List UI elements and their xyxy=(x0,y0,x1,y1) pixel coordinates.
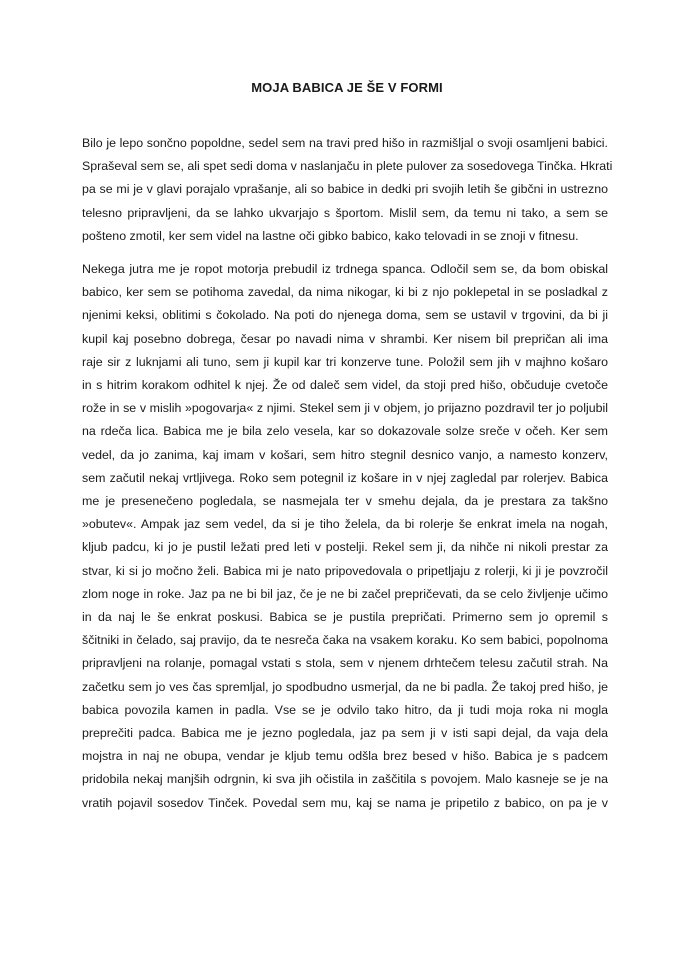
text-line: stvar, ki si jo močno želi. Babica mi je nato pripovedovala o pripetljaju z rolerji, ki ji je povzročil xyxy=(82,563,608,578)
text-line: babico, ker sem se potihoma zavedal, da nima nikogar, ki bi z njo poklepetal in se posladkal z xyxy=(82,285,608,300)
text-line: pridobila nekaj manjših odrgnin, ki sva jih očistila in zaščitila s povojem. Malo kasneje se je na xyxy=(82,772,608,787)
text-line: ščitniki in čelado, saj pravijo, da te nesreča čaka na vsakem koraku. Ko sem babici, popolnoma xyxy=(82,633,608,648)
paragraph xyxy=(82,258,608,815)
text-line: vratih pojavil sosedov Tinček. Povedal sem mu, kaj se nama je pripetilo z babico, on pa je v xyxy=(82,795,608,810)
text-line: pripravljeni na rolanje, pomagal vstati s stola, sem v njenem drhtečem telesu začutil strah. Na xyxy=(82,656,608,671)
text-line: Spraševal sem se, ali spet sedi doma v naslanjaču in plete pulover za sosedovega Tinčka. Hkrati xyxy=(82,159,613,174)
text-line: Bilo je lepo sončno popoldne, sedel sem na travi pred hišo in razmišljal o svoji osamljeni babici. xyxy=(82,136,608,150)
text-line: kupil kaj posebno dobrega, česar po navadi nima v shrambi. Ker nisem bil prepričan ali ima xyxy=(82,331,608,346)
text-line: sem začutil nekaj vrtljivega. Roko sem potegnil iz košare in v njej zagledal par rolerjev. Babica xyxy=(82,470,608,485)
text-line: začetku sem jo ves čas spremljal, jo spodbudno usmerjal, da ne bi padla. Že takoj pred hišo, je xyxy=(82,679,608,694)
text-line: pošteno zmotil, ker sem videl na lastne oči gibko babico, kako telovadi in se znoji v fitnesu. xyxy=(82,228,579,243)
text-line: njenimi keksi, oblitimi s čokolado. Na poti do njenega doma, sem se ustavil v trgovini, da bi ji xyxy=(82,308,608,323)
text-line: Nekega jutra me je ropot motorja prebudil iz trdnega spanca. Odločil sem se, da bom obiskal xyxy=(82,262,608,277)
text-line: kljub padcu, ki jo je pustil ležati pred leti v postelji. Rekel sem ji, da nihče ni nikoli prestar za xyxy=(82,540,608,555)
text-line: zlom noge in roke. Jaz pa ne bi bil jaz, če je ne bi začel prepričevati, da se celo življenje učimo xyxy=(82,586,608,601)
document-body xyxy=(82,132,613,815)
text-line: raje sir z luknjami ali tuno, sem ji kupil kar tri konzerve tune. Položil sem jih v majhno košaro xyxy=(82,354,608,369)
text-line: in s hitrim korakom odhitel k njej. Že od daleč sem videl, da stoji pred hišo, občuduje cvetoče xyxy=(82,378,608,393)
text-line: mojstra in naj ne obupa, vendar je kljub temu odšla brez besed v hišo. Babica je s padcem xyxy=(82,749,608,764)
paragraph xyxy=(82,132,613,248)
text-line: »obutev«. Ampak jaz sem vedel, da si je tiho želela, da bi rolerje še enkrat imela na nogah, xyxy=(82,517,608,532)
text-line: in da naj le še enkrat poskusi. Babica se je pustila prepričati. Primerno sem jo opremil s xyxy=(82,610,608,625)
text-line: babica povozila kamen in padla. Vse se je odvilo tako hitro, da ji tudi moja roka ni mogla xyxy=(82,702,608,717)
text-line: rože in se v mislih »pogovarja« z njimi. Stekel sem ji v objem, jo prijazno pozdravil ter jo poljubil xyxy=(82,401,608,416)
document-title: MOJA BABICA JE ŠE V FORMI xyxy=(251,80,443,95)
text-line: me je presenečeno pogledala, se nasmejala ter v smehu dejala, da je prestara za takšno xyxy=(82,494,608,509)
text-line: telesno pripravljeni, da se lahko ukvarjajo s športom. Mislil sem, da temu ni tako, a sem se xyxy=(82,205,608,220)
text-line: pa se mi je v glavi porajalo vprašanje, ali so babice in dedki pri svojih letih še gibčni in ustrezno xyxy=(82,182,608,197)
text-line: preprečiti padca. Babica me je jezno pogledala, jaz pa sem ji v isti sapi dejal, da vaja dela xyxy=(82,726,608,741)
text-line: na rdeča lica. Babica me je bila zelo vesela, kar so dokazovale solze sreče v očeh. Ker sem xyxy=(82,424,608,439)
text-line: vedel, da jo zanima, kaj imam v košari, sem hitro stegnil desnico vanjo, a namesto konzerv, xyxy=(82,447,608,462)
